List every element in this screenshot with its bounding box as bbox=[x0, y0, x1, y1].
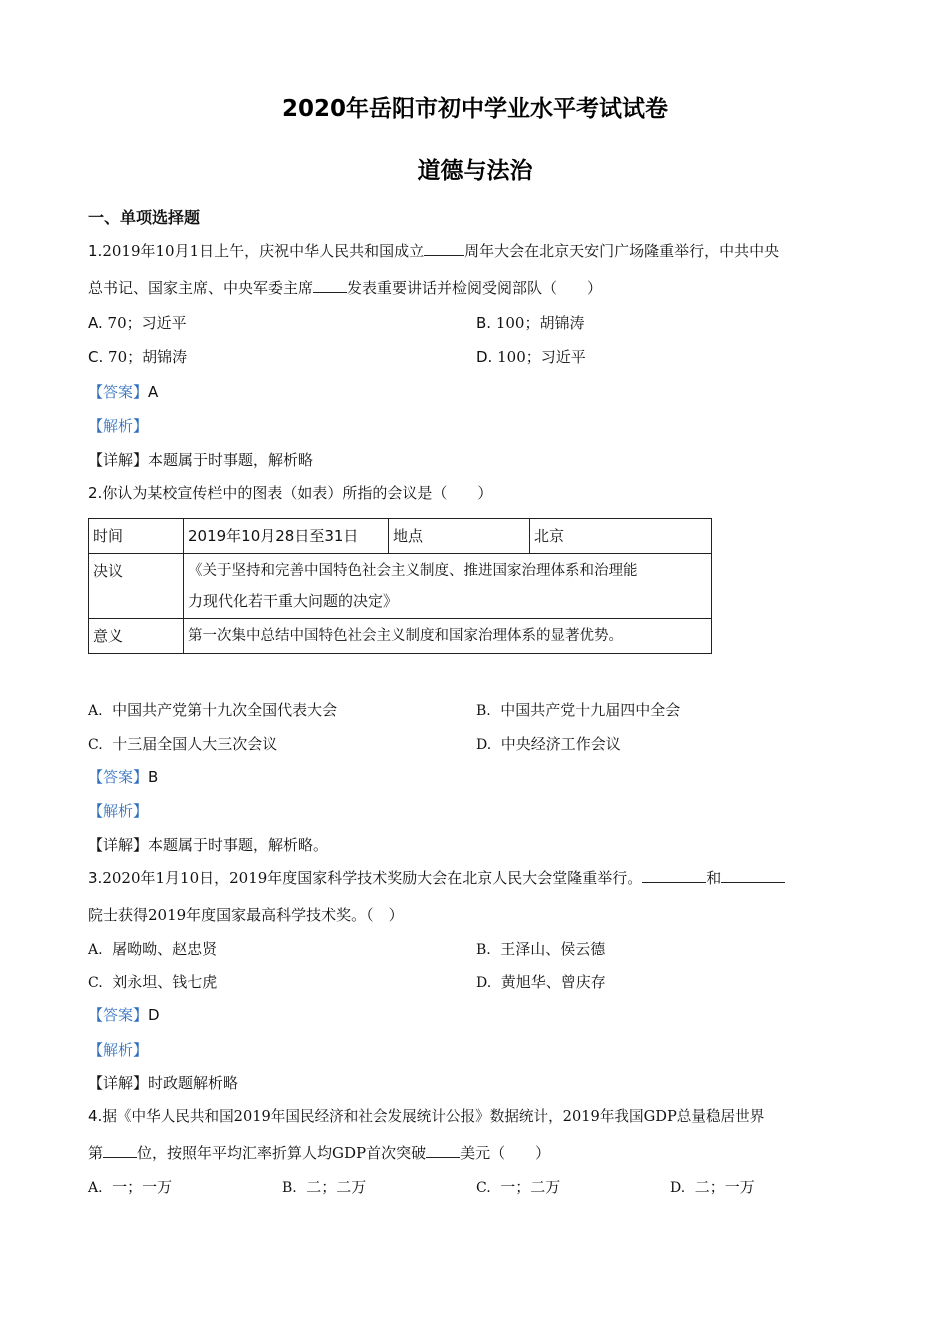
table-cell: 意义 bbox=[89, 619, 184, 654]
exam-title: 2020年岳阳市初中学业水平考试试卷 bbox=[281, 96, 668, 122]
table-row bbox=[89, 619, 712, 654]
q4-option-a[interactable]: A. 一；一万 bbox=[88, 1178, 173, 1196]
table-cell: 《关于坚持和完善中国特色社会主义制度、推进国家治理体系和治理能 力现代化若干重大问题的决定》 bbox=[184, 554, 712, 619]
question-3-line-1: 3.2020年1月10日，2019年度国家科学技术奖励大会在北京人民大会堂隆重举行。 和 bbox=[88, 867, 785, 888]
q1-analysis: 【解析】 bbox=[88, 417, 149, 435]
table-cell: 北京 bbox=[530, 519, 712, 554]
q3-option-d[interactable]: D. 黄旭华、曾庆存 bbox=[476, 973, 606, 991]
table-cell: 决议 bbox=[89, 554, 184, 619]
question-4-line-1: 4.据《中华人民共和国2019年国民经济和社会发展统计公报》数据统计，2019年我国GDP总量稳居世界 bbox=[88, 1107, 765, 1125]
q1-option-b[interactable]: B. 100；胡锦涛 bbox=[476, 314, 585, 332]
q3-option-c[interactable]: C. 刘永坦、钱七虎 bbox=[88, 973, 218, 991]
q2-detail: 【详解】本题属于时事题，解析略。 bbox=[88, 836, 329, 854]
q4-option-c[interactable]: C. 一；二万 bbox=[476, 1178, 561, 1196]
q2-analysis: 【解析】 bbox=[88, 802, 149, 820]
q1-option-a[interactable]: A. 70；习近平 bbox=[88, 314, 187, 332]
q3-answer: 【答案】D bbox=[88, 1006, 160, 1024]
fill-blank bbox=[721, 868, 785, 883]
table-row bbox=[89, 519, 712, 554]
table-row bbox=[89, 554, 712, 619]
question-3-line-2: 院士获得2019年度国家最高科学技术奖。（ ） bbox=[88, 906, 404, 924]
fill-blank bbox=[103, 1143, 137, 1158]
fill-blank bbox=[313, 278, 347, 293]
q2-option-c[interactable]: C. 十三届全国人大三次会议 bbox=[88, 735, 278, 753]
q1-option-c[interactable]: C. 70；胡锦涛 bbox=[88, 348, 188, 366]
table-cell: 第一次集中总结中国特色社会主义制度和国家治理体系的显著优势。 bbox=[184, 619, 712, 654]
table-cell: 地点 bbox=[389, 519, 530, 554]
q3-option-b[interactable]: B. 王泽山、侯云德 bbox=[476, 940, 606, 958]
q1-answer: 【答案】A bbox=[88, 383, 159, 401]
q2-option-a[interactable]: A. 中国共产党第十九次全国代表大会 bbox=[88, 701, 338, 719]
table-cell: 时间 bbox=[89, 519, 184, 554]
q2-option-d[interactable]: D. 中央经济工作会议 bbox=[476, 735, 621, 753]
meeting-info-table bbox=[88, 518, 712, 654]
question-number: 1. bbox=[88, 242, 103, 260]
section-heading: 一、单项选择题 bbox=[88, 208, 201, 227]
q3-analysis: 【解析】 bbox=[88, 1041, 149, 1059]
fill-blank bbox=[424, 241, 464, 256]
fill-blank bbox=[642, 868, 706, 883]
q2-option-b[interactable]: B. 中国共产党十九届四中全会 bbox=[476, 701, 681, 719]
q3-option-a[interactable]: A. 屠呦呦、赵忠贤 bbox=[88, 940, 218, 958]
q3-detail: 【详解】时政题解析略 bbox=[88, 1074, 239, 1092]
question-1-line-2: 总书记、国家主席、中央军委主席 发表重要讲话并检阅受阅部队（ ） bbox=[88, 279, 603, 297]
question-4-line-2: 第 位，按照年平均汇率折算人均GDP首次突破 美元（ ） bbox=[88, 1144, 551, 1162]
question-2-text: 2.你认为某校宣传栏中的图表（如表）所指的会议是（ ） bbox=[88, 484, 493, 502]
subject-title: 道德与法治 bbox=[417, 158, 533, 184]
fill-blank bbox=[426, 1143, 460, 1158]
q1-option-d[interactable]: D. 100；习近平 bbox=[476, 348, 586, 366]
q4-option-d[interactable]: D. 二；一万 bbox=[670, 1178, 755, 1196]
q1-detail: 【详解】本题属于时事题，解析略 bbox=[88, 451, 314, 469]
table-cell: 2019年10月28日至31日 bbox=[184, 519, 389, 554]
q2-answer: 【答案】B bbox=[88, 768, 159, 786]
question-1-line-1: 1.2019年10月1日上午，庆祝中华人民共和国成立 周年大会在北京天安门广场隆重举行，中共中央 bbox=[88, 242, 780, 260]
q4-option-b[interactable]: B. 二；二万 bbox=[282, 1178, 367, 1196]
